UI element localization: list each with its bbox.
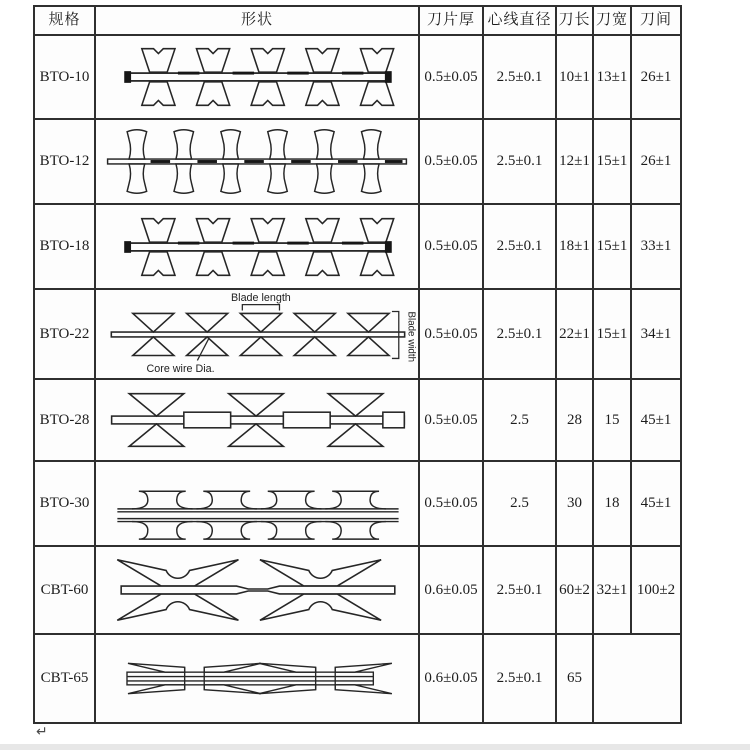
model-label: BTO-28 — [35, 380, 96, 462]
header-blade-gap: 刀间 — [632, 7, 680, 36]
value-blade-thickness: 0.6±0.05 — [420, 635, 484, 722]
model-label: BTO-18 — [35, 205, 96, 290]
razor-profile-cbt-65-drawing — [96, 635, 418, 722]
razor-profile-bto-10 — [96, 36, 420, 120]
razor-profile-bto-18 — [96, 205, 420, 290]
header-blade-width: 刀宽 — [594, 7, 632, 36]
value-blade-length: 18±1 — [557, 205, 594, 290]
header-core-wire-dia: 心线直径 — [484, 7, 557, 36]
value-blade-length: 60±2 — [557, 547, 594, 635]
razor-profile-bto-22 — [96, 290, 420, 380]
value-blade-length: 65 — [557, 635, 594, 722]
razor-profile-bto-28 — [96, 380, 420, 462]
value-blade-gap: 26±1 — [632, 120, 680, 205]
header-spec: 规格 — [35, 7, 96, 36]
value-blade-width: 15±1 — [594, 120, 632, 205]
razor-profile-bto-28-drawing — [96, 380, 418, 460]
value-blade-gap: 26±1 — [632, 36, 680, 120]
value-blade-width: 18 — [594, 462, 632, 547]
razor-profile-cbt-65 — [96, 635, 420, 722]
value-core-wire-dia: 2.5 — [484, 380, 557, 462]
value-blade-length: 28 — [557, 380, 594, 462]
model-label: BTO-10 — [35, 36, 96, 120]
value-blade-thickness: 0.5±0.05 — [420, 290, 484, 380]
razor-wire-spec-table — [33, 5, 682, 724]
model-label: CBT-65 — [35, 635, 96, 722]
header-blade-length: 刀长 — [557, 7, 594, 36]
value-blade-gap: 34±1 — [632, 290, 680, 380]
razor-profile-bto-18-drawing — [96, 205, 418, 288]
model-label: BTO-30 — [35, 462, 96, 547]
value-blade-gap: 45±1 — [632, 462, 680, 547]
bottom-gray-strip — [0, 744, 750, 750]
razor-profile-bto-10-drawing — [96, 36, 418, 118]
value-blade-length: 12±1 — [557, 120, 594, 205]
value-core-wire-dia: 2.5 — [484, 462, 557, 547]
value-blade-length: 22±1 — [557, 290, 594, 380]
value-merged-empty — [594, 635, 680, 722]
value-blade-gap: 33±1 — [632, 205, 680, 290]
value-blade-gap: 100±2 — [632, 547, 680, 635]
header-blade-thickness: 刀片厚 — [420, 7, 484, 36]
model-label: BTO-12 — [35, 120, 96, 205]
value-core-wire-dia: 2.5±0.1 — [484, 36, 557, 120]
razor-profile-bto-30-drawing — [96, 462, 418, 545]
model-label: CBT-60 — [35, 547, 96, 635]
blade-length-bracket — [242, 305, 279, 311]
value-blade-thickness: 0.5±0.05 — [420, 462, 484, 547]
core-wire-annotation: Core wire Dia. — [146, 363, 215, 376]
value-core-wire-dia: 2.5±0.1 — [484, 547, 557, 635]
value-blade-width: 15 — [594, 380, 632, 462]
value-blade-thickness: 0.5±0.05 — [420, 120, 484, 205]
value-core-wire-dia: 2.5±0.1 — [484, 635, 557, 722]
value-blade-width: 15±1 — [594, 205, 632, 290]
blade-width-bracket — [392, 312, 399, 359]
value-blade-thickness: 0.5±0.05 — [420, 380, 484, 462]
razor-profile-bto-12-drawing — [96, 120, 418, 203]
razor-profile-bto-12 — [96, 120, 420, 205]
value-blade-width: 13±1 — [594, 36, 632, 120]
razor-profile-cbt-60 — [96, 547, 420, 635]
blade-width-annotation: Blade width — [405, 311, 417, 363]
razor-profile-bto-30 — [96, 462, 420, 547]
model-label: BTO-22 — [35, 290, 96, 380]
value-blade-thickness: 0.6±0.05 — [420, 547, 484, 635]
value-blade-thickness: 0.5±0.05 — [420, 36, 484, 120]
value-core-wire-dia: 2.5±0.1 — [484, 120, 557, 205]
paragraph-return-mark: ↵ — [36, 724, 48, 740]
value-blade-length: 10±1 — [557, 36, 594, 120]
razor-profile-bto-22-drawing — [96, 290, 418, 378]
value-blade-width: 32±1 — [594, 547, 632, 635]
blade-length-annotation: Blade length — [231, 291, 291, 304]
value-blade-length: 30 — [557, 462, 594, 547]
value-blade-width: 15±1 — [594, 290, 632, 380]
razor-profile-cbt-60-drawing — [96, 547, 418, 633]
value-blade-gap: 45±1 — [632, 380, 680, 462]
value-core-wire-dia: 2.5±0.1 — [484, 205, 557, 290]
header-shape: 形状 — [96, 7, 420, 36]
value-core-wire-dia: 2.5±0.1 — [484, 290, 557, 380]
value-blade-thickness: 0.5±0.05 — [420, 205, 484, 290]
